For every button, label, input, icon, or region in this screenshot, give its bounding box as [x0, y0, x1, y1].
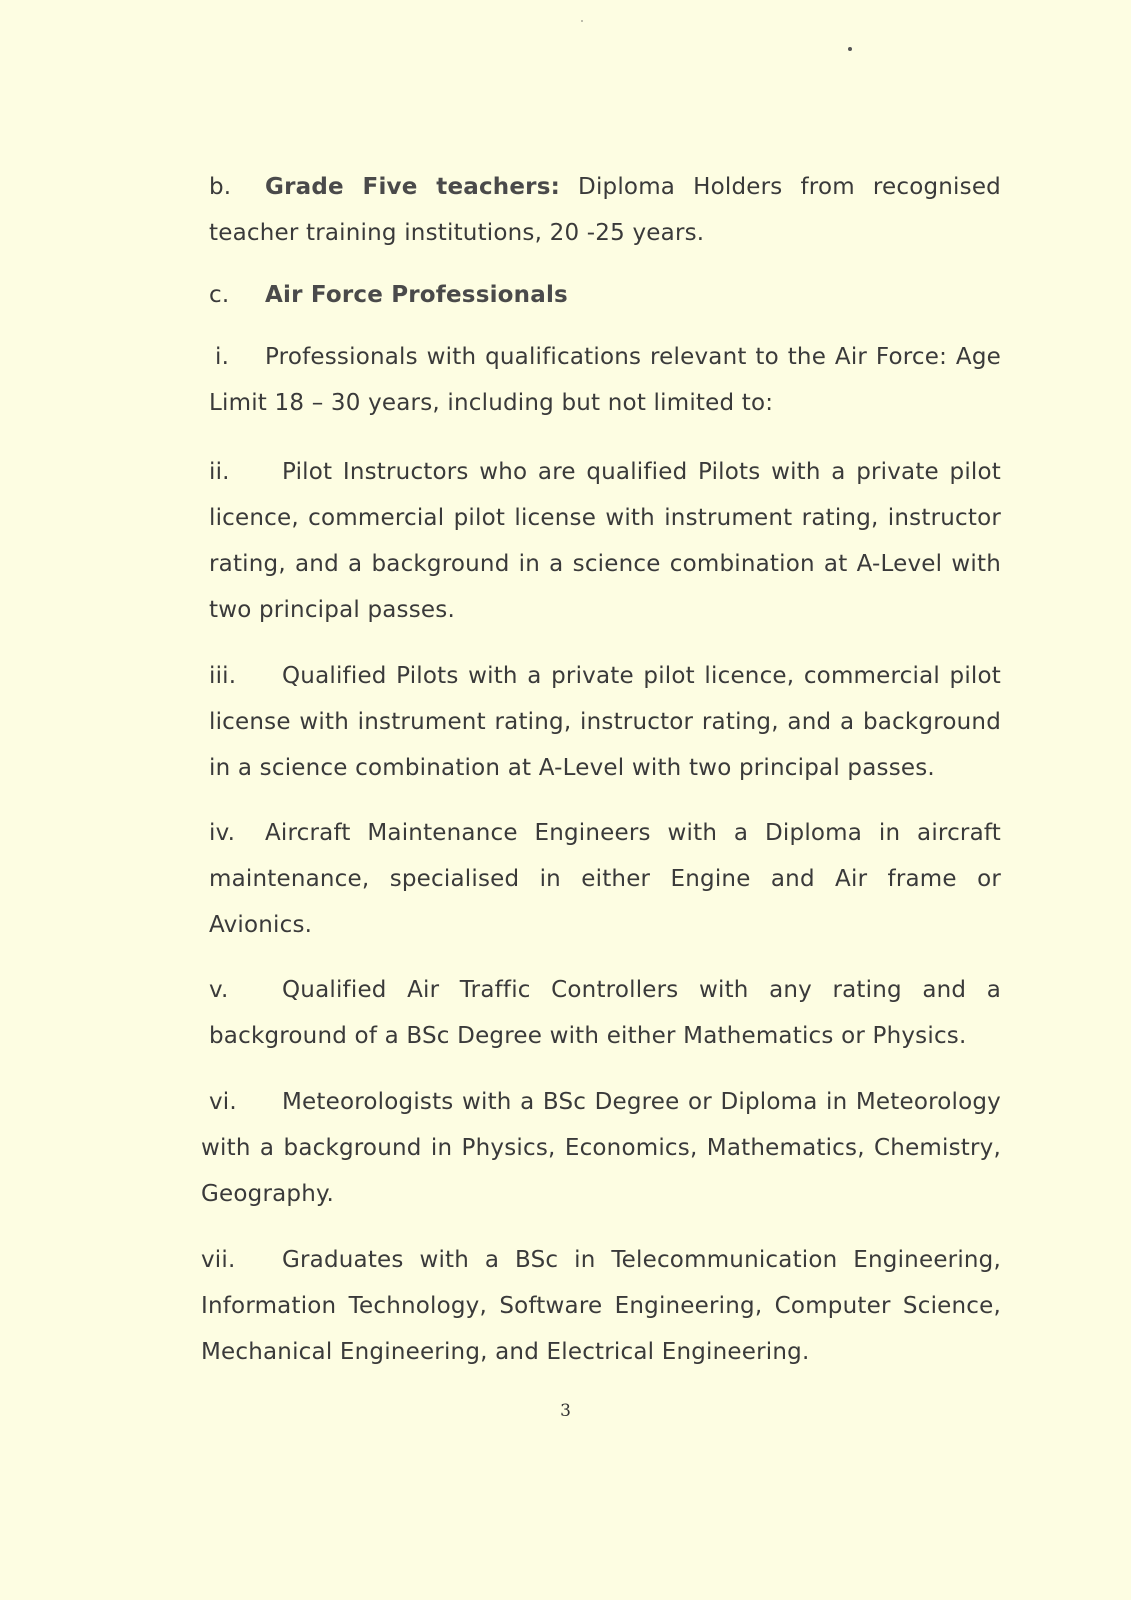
scan-speck: [581, 20, 583, 22]
item-iii: [209, 653, 1001, 791]
list-marker: ii.: [209, 459, 230, 485]
item-text: Aircraft Maintenance Engineers with a Diploma in aircraft maintenance, specialised in either Engine and Air frame or Avionics.: [209, 820, 1001, 938]
page-number: 3: [560, 1401, 571, 1421]
list-marker: iii.: [209, 663, 237, 689]
paragraph-heading: Grade Five teachers:: [265, 174, 560, 200]
item-vii: [201, 1237, 1001, 1375]
list-marker: vii.: [201, 1247, 236, 1273]
item-text: Qualified Pilots with a private pilot licence, commercial pilot license with instrument rating, instructor rating, and a background in a science combination at A-Level with two principal passes.: [209, 663, 1001, 781]
paragraph-c: [209, 272, 1001, 318]
item-text: Professionals with qualifications relevant to the Air Force: Age Limit 18 – 30 years, including but not limited to:: [209, 344, 1001, 416]
paragraph-b: [209, 164, 1001, 256]
item-text: Meteorologists with a BSc Degree or Diploma in Meteorology with a background in Physics, Economics, Mathematics, Chemistry, Geography.: [201, 1089, 1001, 1207]
item-v: [209, 967, 1001, 1059]
scan-speck: [848, 47, 852, 51]
section-heading: Air Force Professionals: [265, 282, 568, 308]
item-text: Pilot Instructors who are qualified Pilots with a private pilot licence, commercial pilot license with instrument rating, instructor rating, and a background in a science combination at A-Level with two principal passes.: [209, 459, 1001, 623]
list-marker: vi.: [209, 1089, 237, 1115]
list-marker: c.: [209, 282, 230, 308]
item-i: [209, 334, 1001, 426]
list-marker: v.: [209, 977, 229, 1003]
list-marker: b.: [209, 174, 232, 200]
paragraph-text: Diploma Holders from recognised teacher training institutions, 20 -25 years.: [209, 174, 1001, 246]
item-vi: [201, 1079, 1001, 1217]
list-marker: iv.: [209, 820, 236, 846]
item-ii: [209, 449, 1001, 633]
list-marker: i.: [215, 344, 230, 370]
item-text: Qualified Air Traffic Controllers with any rating and a background of a BSc Degree with either Mathematics or Physics.: [209, 977, 1001, 1049]
item-text: Graduates with a BSc in Telecommunication Engineering, Information Technology, Software Engineering, Computer Science, Mechanical Engineering, and Electrical Engineering.: [201, 1247, 1001, 1365]
item-iv: [209, 810, 1001, 948]
